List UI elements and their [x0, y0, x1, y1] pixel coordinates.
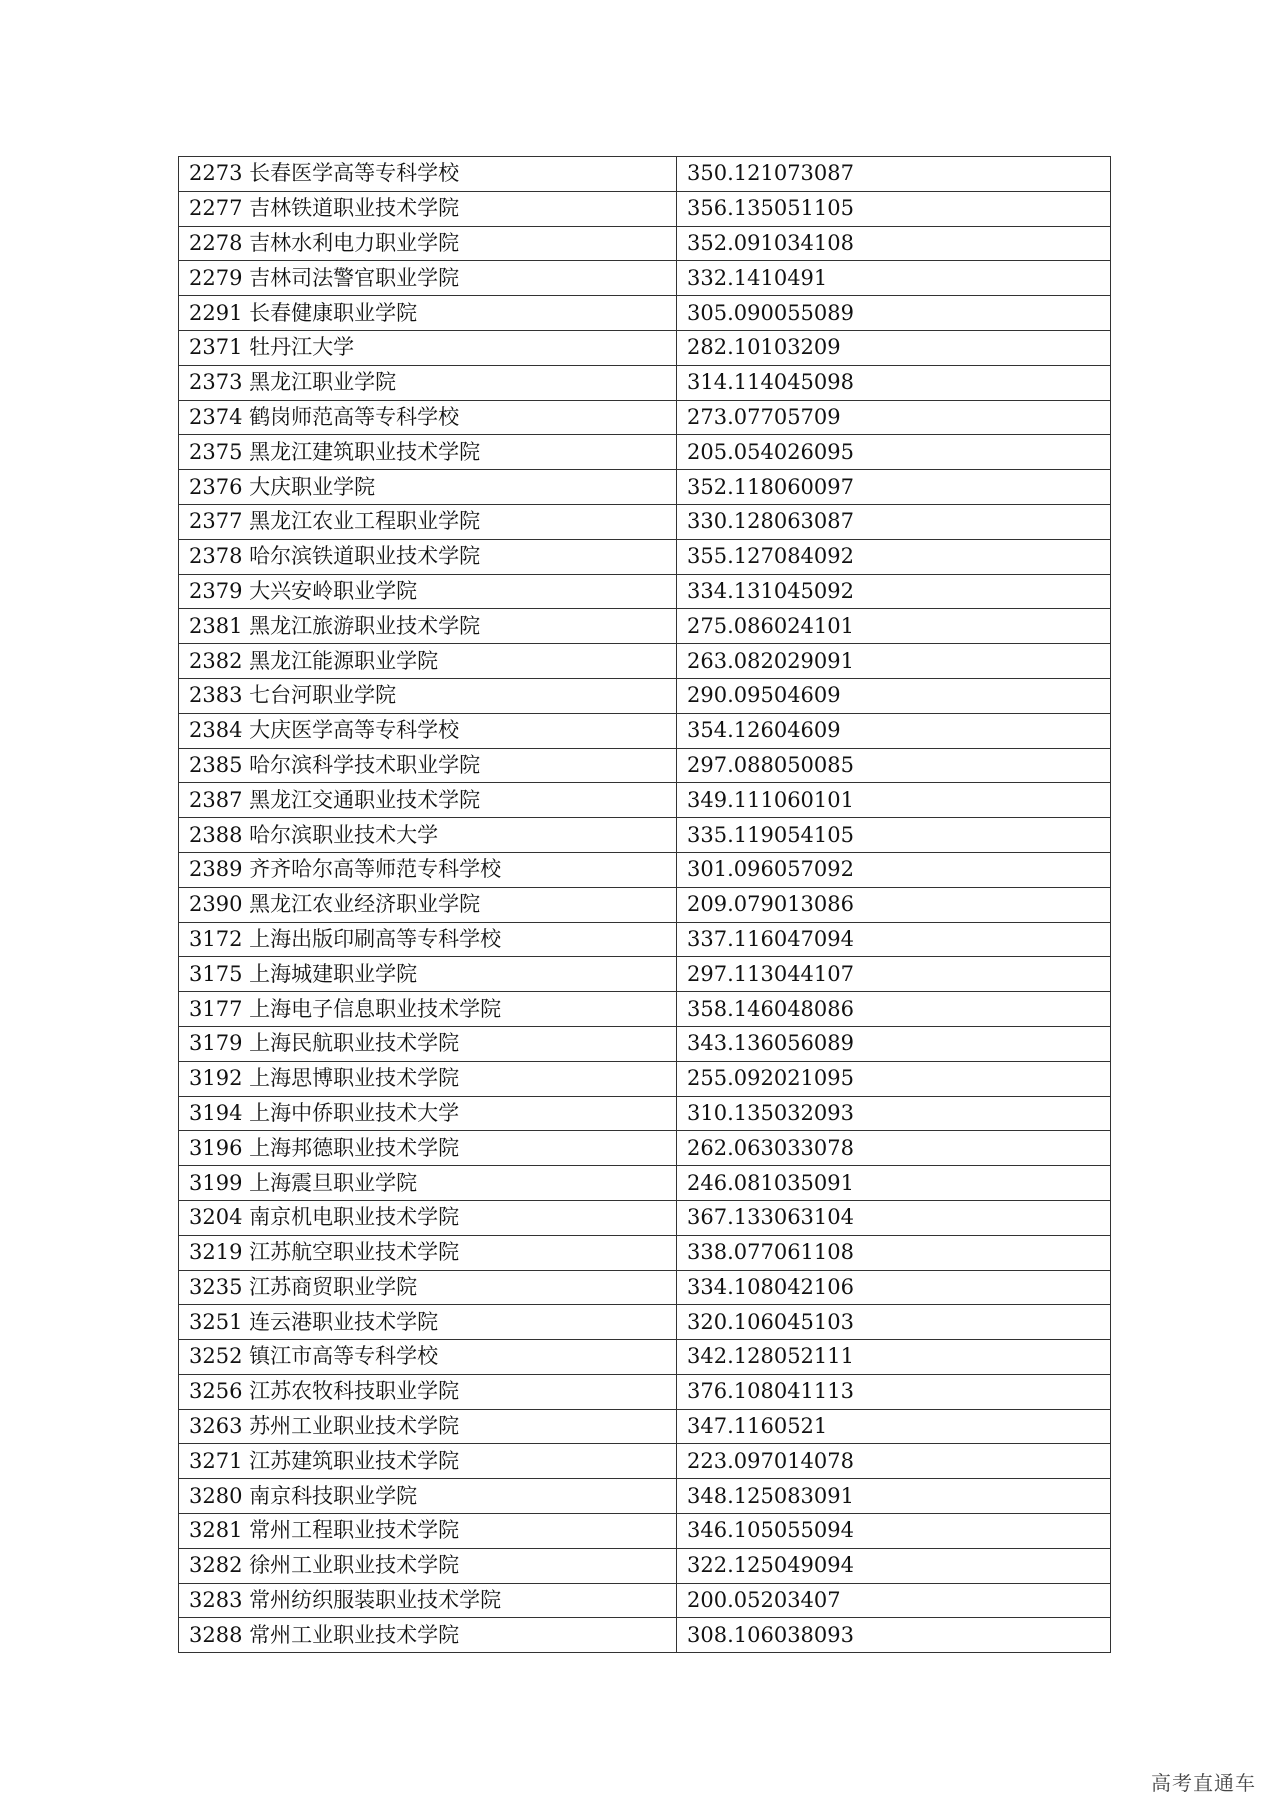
school-cell: 3177 上海电子信息职业技术学院 [179, 992, 677, 1027]
school-cell: 2387 黑龙江交通职业技术学院 [179, 783, 677, 818]
score-cell: 334.131045092 [677, 574, 1111, 609]
score-cell: 334.108042106 [677, 1270, 1111, 1305]
table-row [179, 1374, 1111, 1409]
school-cell: 3251 连云港职业技术学院 [179, 1305, 677, 1340]
school-cell: 2377 黑龙江农业工程职业学院 [179, 504, 677, 539]
table-row [179, 504, 1111, 539]
score-cell: 338.077061108 [677, 1235, 1111, 1270]
table-row [179, 1026, 1111, 1061]
score-table-body [179, 157, 1111, 1653]
score-cell: 297.088050085 [677, 748, 1111, 783]
table-row [179, 157, 1111, 192]
table-row [179, 1340, 1111, 1375]
table-row [179, 226, 1111, 261]
school-cell: 2382 黑龙江能源职业学院 [179, 644, 677, 679]
school-cell: 3271 江苏建筑职业技术学院 [179, 1444, 677, 1479]
school-cell: 3235 江苏商贸职业学院 [179, 1270, 677, 1305]
score-cell: 262.063033078 [677, 1131, 1111, 1166]
school-cell: 2291 长春健康职业学院 [179, 296, 677, 331]
table-row [179, 887, 1111, 922]
school-cell: 2273 长春医学高等专科学校 [179, 157, 677, 192]
table-row [179, 783, 1111, 818]
table-row [179, 922, 1111, 957]
score-cell: 350.121073087 [677, 157, 1111, 192]
table-row [179, 400, 1111, 435]
table-row [179, 1618, 1111, 1653]
school-cell: 3179 上海民航职业技术学院 [179, 1026, 677, 1061]
school-cell: 2378 哈尔滨铁道职业技术学院 [179, 539, 677, 574]
table-row [179, 470, 1111, 505]
score-cell: 337.116047094 [677, 922, 1111, 957]
table-row [179, 1514, 1111, 1549]
school-cell: 2389 齐齐哈尔高等师范专科学校 [179, 852, 677, 887]
school-cell: 3175 上海城建职业学院 [179, 957, 677, 992]
table-row [179, 1409, 1111, 1444]
school-cell: 3204 南京机电职业技术学院 [179, 1200, 677, 1235]
score-cell: 376.108041113 [677, 1374, 1111, 1409]
school-cell: 3199 上海震旦职业学院 [179, 1166, 677, 1201]
score-cell: 297.113044107 [677, 957, 1111, 992]
table-row [179, 191, 1111, 226]
school-cell: 2278 吉林水利电力职业学院 [179, 226, 677, 261]
school-cell: 3280 南京科技职业学院 [179, 1479, 677, 1514]
table-row [179, 957, 1111, 992]
table-row [179, 435, 1111, 470]
school-cell: 3288 常州工业职业技术学院 [179, 1618, 677, 1653]
school-cell: 2379 大兴安岭职业学院 [179, 574, 677, 609]
school-cell: 2371 牡丹江大学 [179, 330, 677, 365]
score-cell: 290.09504609 [677, 678, 1111, 713]
score-cell: 209.079013086 [677, 887, 1111, 922]
score-cell: 355.127084092 [677, 539, 1111, 574]
school-cell: 2388 哈尔滨职业技术大学 [179, 818, 677, 853]
score-cell: 346.105055094 [677, 1514, 1111, 1549]
school-cell: 3196 上海邦德职业技术学院 [179, 1131, 677, 1166]
school-cell: 3281 常州工程职业技术学院 [179, 1514, 677, 1549]
school-cell: 3256 江苏农牧科技职业学院 [179, 1374, 677, 1409]
table-row [179, 365, 1111, 400]
score-cell: 342.128052111 [677, 1340, 1111, 1375]
score-cell: 263.082029091 [677, 644, 1111, 679]
school-cell: 2277 吉林铁道职业技术学院 [179, 191, 677, 226]
score-cell: 354.12604609 [677, 713, 1111, 748]
score-cell: 347.1160521 [677, 1409, 1111, 1444]
table-row [179, 296, 1111, 331]
score-cell: 356.135051105 [677, 191, 1111, 226]
score-cell: 320.106045103 [677, 1305, 1111, 1340]
score-cell: 223.097014078 [677, 1444, 1111, 1479]
score-cell: 335.119054105 [677, 818, 1111, 853]
table-row [179, 1200, 1111, 1235]
table-row [179, 1131, 1111, 1166]
table-row [179, 852, 1111, 887]
table-row [179, 713, 1111, 748]
school-cell: 3192 上海思博职业技术学院 [179, 1061, 677, 1096]
school-cell: 3252 镇江市高等专科学校 [179, 1340, 677, 1375]
score-cell: 275.086024101 [677, 609, 1111, 644]
school-cell: 2390 黑龙江农业经济职业学院 [179, 887, 677, 922]
table-row [179, 644, 1111, 679]
score-cell: 358.146048086 [677, 992, 1111, 1027]
school-cell: 2384 大庆医学高等专科学校 [179, 713, 677, 748]
score-cell: 205.054026095 [677, 435, 1111, 470]
school-cell: 2383 七台河职业学院 [179, 678, 677, 713]
school-cell: 3282 徐州工业职业技术学院 [179, 1548, 677, 1583]
score-cell: 273.07705709 [677, 400, 1111, 435]
table-row [179, 539, 1111, 574]
table-row [179, 1305, 1111, 1340]
table-row [179, 1166, 1111, 1201]
table-row [179, 678, 1111, 713]
score-cell: 282.10103209 [677, 330, 1111, 365]
score-cell: 200.05203407 [677, 1583, 1111, 1618]
table-row [179, 1548, 1111, 1583]
school-cell: 2373 黑龙江职业学院 [179, 365, 677, 400]
table-row [179, 261, 1111, 296]
table-row [179, 1479, 1111, 1514]
school-cell: 3283 常州纺织服装职业技术学院 [179, 1583, 677, 1618]
table-row [179, 818, 1111, 853]
school-cell: 2376 大庆职业学院 [179, 470, 677, 505]
school-cell: 3263 苏州工业职业技术学院 [179, 1409, 677, 1444]
school-cell: 2375 黑龙江建筑职业技术学院 [179, 435, 677, 470]
score-cell: 367.133063104 [677, 1200, 1111, 1235]
table-row [179, 1583, 1111, 1618]
school-cell: 3219 江苏航空职业技术学院 [179, 1235, 677, 1270]
school-cell: 2385 哈尔滨科学技术职业学院 [179, 748, 677, 783]
score-cell: 308.106038093 [677, 1618, 1111, 1653]
school-cell: 2374 鹤岗师范高等专科学校 [179, 400, 677, 435]
score-cell: 352.091034108 [677, 226, 1111, 261]
score-cell: 352.118060097 [677, 470, 1111, 505]
table-row [179, 1096, 1111, 1131]
score-cell: 330.128063087 [677, 504, 1111, 539]
table-row [179, 992, 1111, 1027]
score-cell: 349.111060101 [677, 783, 1111, 818]
table-row [179, 1061, 1111, 1096]
score-cell: 332.1410491 [677, 261, 1111, 296]
score-cell: 246.081035091 [677, 1166, 1111, 1201]
score-cell: 305.090055089 [677, 296, 1111, 331]
school-cell: 2381 黑龙江旅游职业技术学院 [179, 609, 677, 644]
school-cell: 3194 上海中侨职业技术大学 [179, 1096, 677, 1131]
table-row [179, 1270, 1111, 1305]
score-cell: 322.125049094 [677, 1548, 1111, 1583]
table-row [179, 1444, 1111, 1479]
school-cell: 3172 上海出版印刷高等专科学校 [179, 922, 677, 957]
table-row [179, 1235, 1111, 1270]
score-cell: 343.136056089 [677, 1026, 1111, 1061]
watermark: 高考直通车 [1151, 1771, 1256, 1795]
table-row [179, 609, 1111, 644]
score-cell: 255.092021095 [677, 1061, 1111, 1096]
table-row [179, 574, 1111, 609]
school-cell: 2279 吉林司法警官职业学院 [179, 261, 677, 296]
score-table [178, 156, 1111, 1653]
table-row [179, 330, 1111, 365]
score-cell: 314.114045098 [677, 365, 1111, 400]
score-cell: 310.135032093 [677, 1096, 1111, 1131]
table-row [179, 748, 1111, 783]
score-cell: 348.125083091 [677, 1479, 1111, 1514]
score-cell: 301.096057092 [677, 852, 1111, 887]
